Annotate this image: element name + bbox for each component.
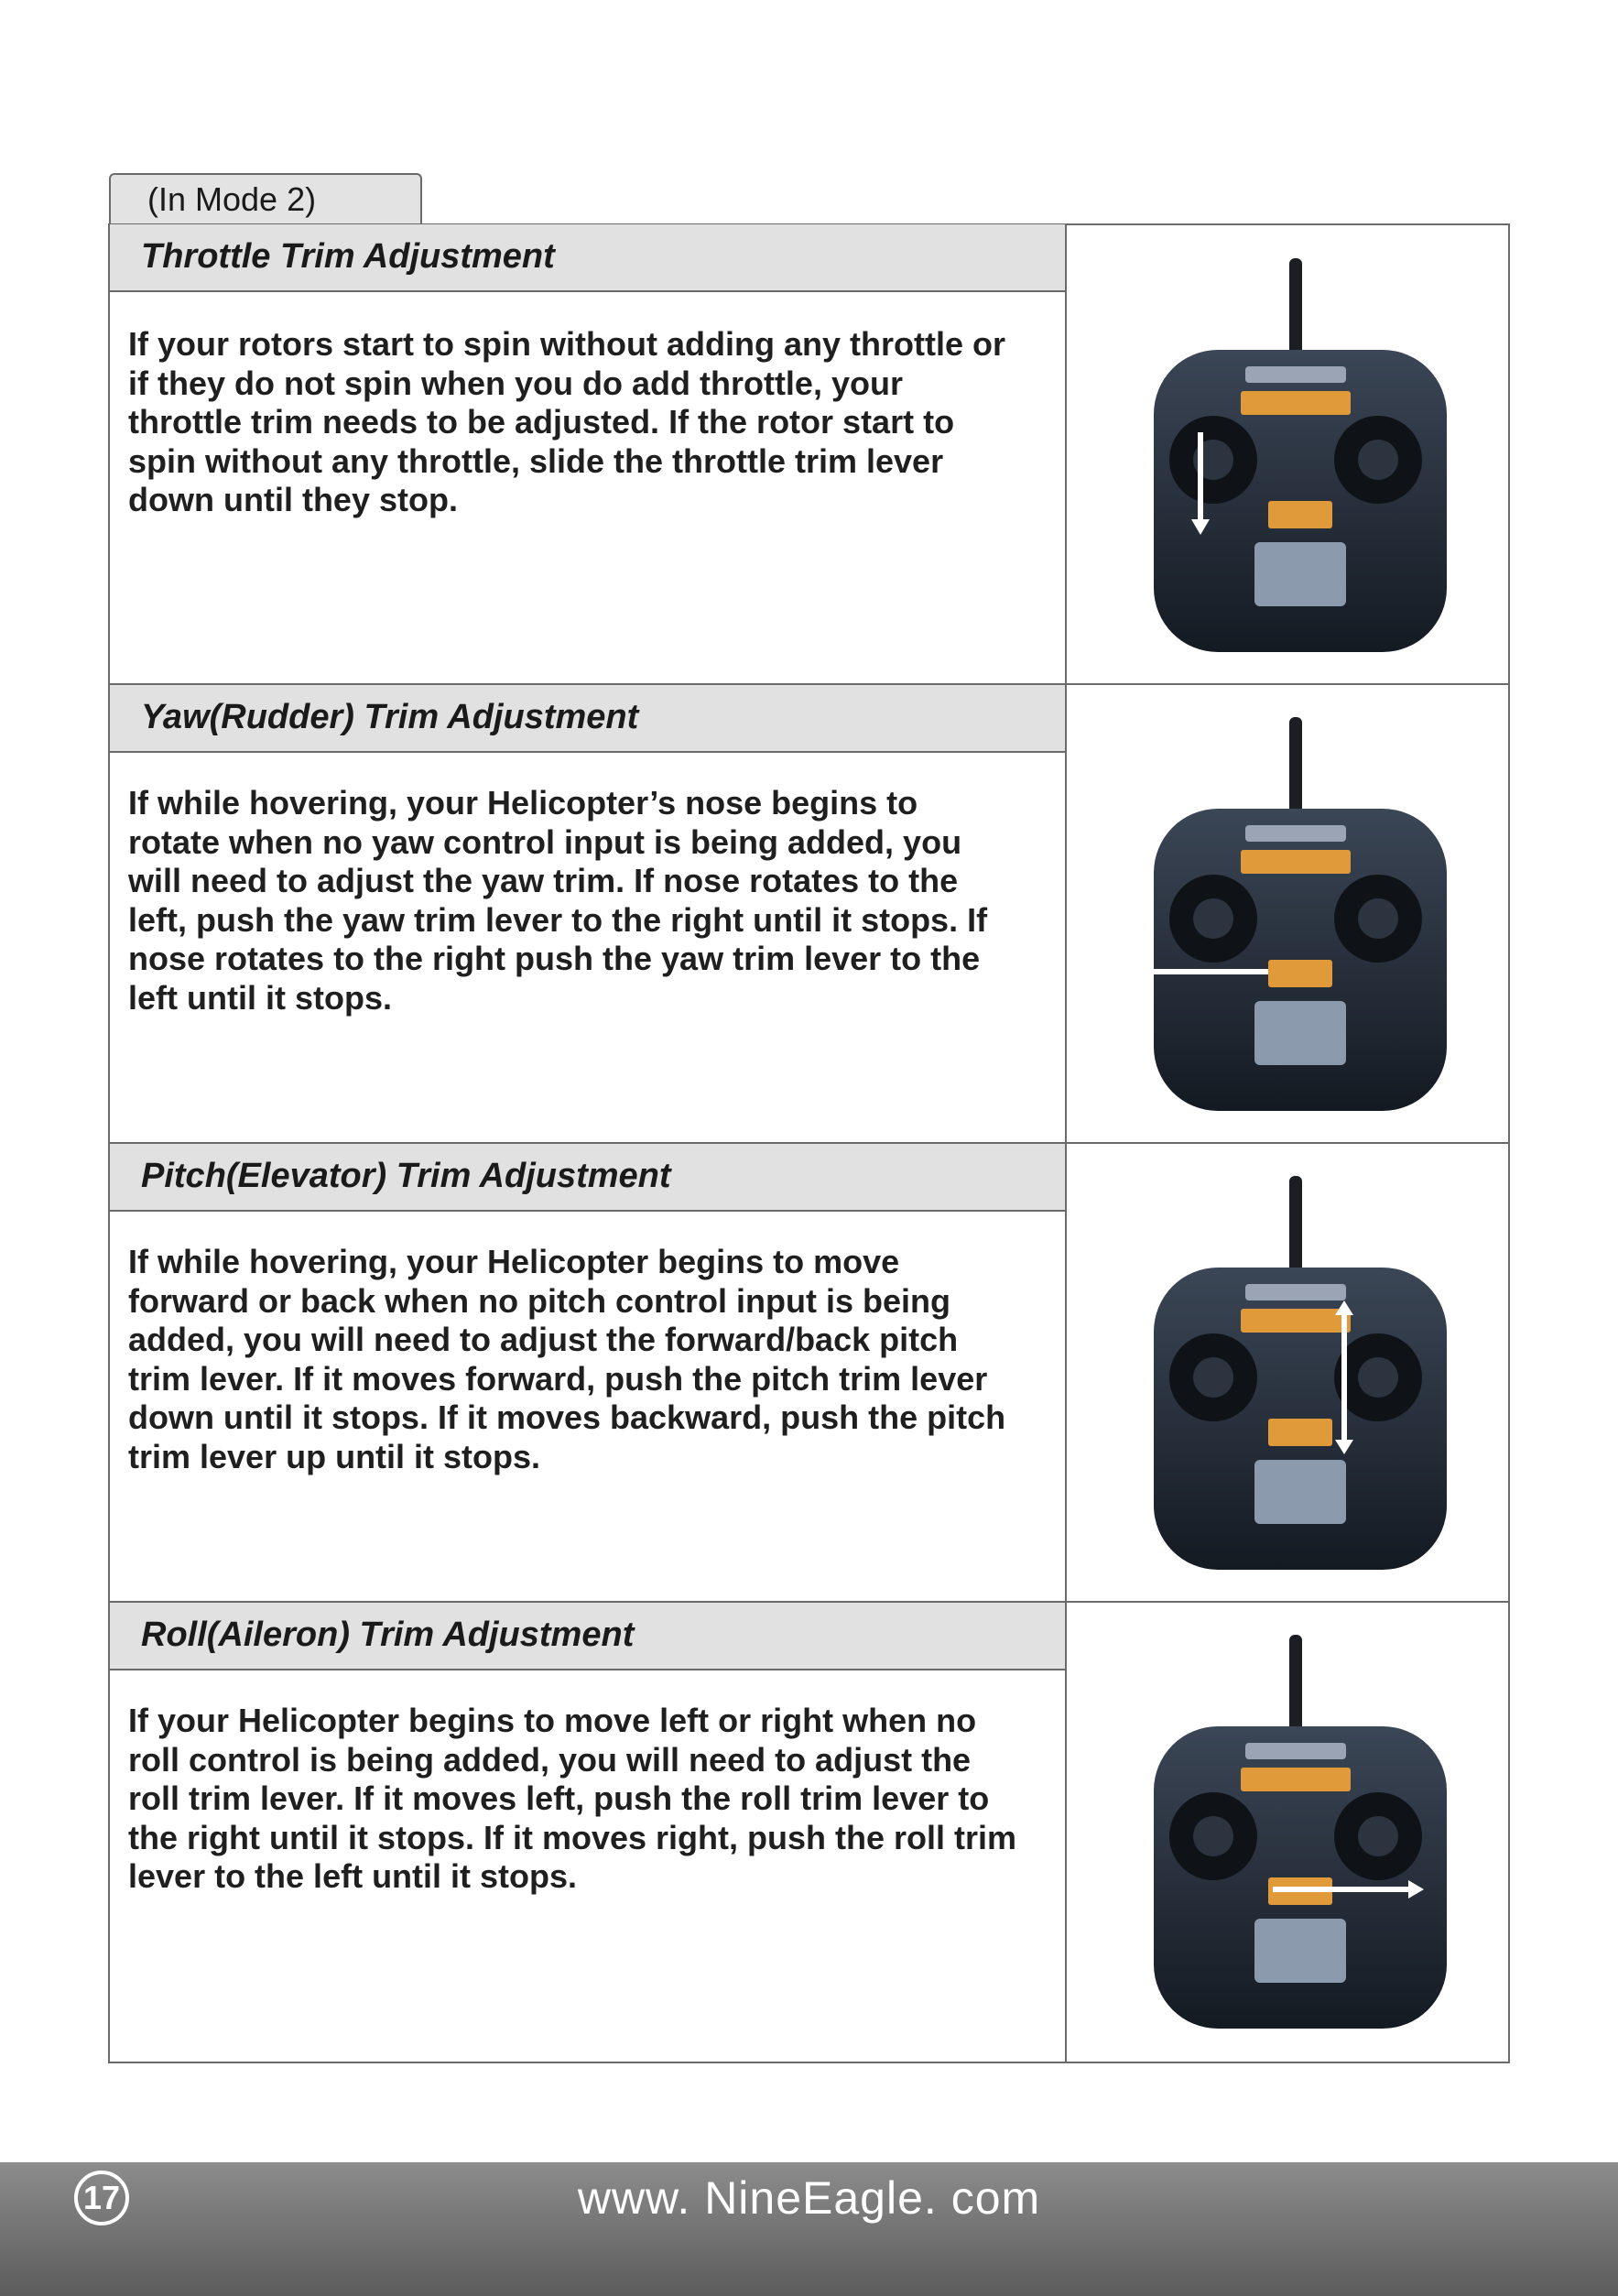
section-title-bar — [110, 224, 1065, 292]
body-line: lever to the left until it stops. — [128, 1857, 578, 1895]
website-url: www. NineEagle. com — [577, 2172, 1041, 2224]
section-title: Yaw(Rudder) Trim Adjustment — [141, 698, 639, 736]
section-title-bar — [110, 1144, 1065, 1212]
body-line: If while hovering, your Helicopter begins to move — [128, 1243, 900, 1280]
body-line: nose rotates to the right push the yaw trim lever to the — [128, 940, 981, 977]
body-line: throttle trim needs to be adjusted. If the rotor start to — [128, 403, 955, 441]
body-line: roll control is being added, you will need to adjust the — [128, 1740, 972, 1779]
section-title-bar — [110, 685, 1065, 753]
body-line: trim lever up until it stops. — [128, 1437, 541, 1475]
transmitter-yaw-trim-image — [1126, 699, 1474, 1129]
body-line: spin without any throttle, slide the throttle trim lever — [128, 441, 944, 480]
body-line: left, push the yaw trim lever to the right until it stops. If — [128, 900, 988, 939]
body-line: If your rotors start to spin without adding any throttle or — [128, 325, 1005, 363]
body-line: roll trim lever. If it moves left, push the roll trim lever to — [128, 1779, 990, 1817]
section-body — [128, 325, 1053, 520]
body-line: added, you will need to adjust the forward/back pitch — [128, 1321, 959, 1358]
section-body — [128, 1702, 1053, 1897]
body-line: will need to adjust the yaw trim. If nose rotates to the — [128, 862, 959, 899]
body-line: down until it stops. If it moves backward, push the pitch — [128, 1398, 1006, 1436]
mode-tab: (In Mode 2) — [109, 173, 422, 224]
body-line: the right until it stops. If it moves right, push the roll trim — [128, 1818, 1017, 1856]
body-line: left until it stops. — [128, 978, 392, 1017]
section-title: Roll(Aileron) Trim Adjustment — [141, 1616, 635, 1654]
section-body — [128, 784, 1053, 1017]
section-title: Throttle Trim Adjustment — [141, 237, 555, 276]
section-body — [128, 1243, 1053, 1476]
section-title-bar — [110, 1603, 1065, 1670]
transmitter-throttle-trim-image — [1126, 240, 1474, 670]
body-line: If your Helicopter begins to move left or right when no — [128, 1702, 977, 1739]
body-line: down until they stop. — [128, 481, 458, 518]
transmitter-pitch-trim-image — [1126, 1158, 1474, 1588]
page-number: 17 — [74, 2171, 129, 2225]
body-line: forward or back when no pitch control input is being — [128, 1281, 951, 1320]
body-line: trim lever. If it moves forward, push the pitch trim lever — [128, 1359, 988, 1398]
body-line: If while hovering, your Helicopter’s nose begins to — [128, 784, 918, 822]
section-title: Pitch(Elevator) Trim Adjustment — [141, 1157, 671, 1195]
body-line: if they do not spin when you do add throttle, your — [128, 364, 903, 402]
transmitter-roll-trim-image — [1126, 1616, 1474, 2047]
body-line: rotate when no yaw control input is being added, you — [128, 822, 962, 861]
